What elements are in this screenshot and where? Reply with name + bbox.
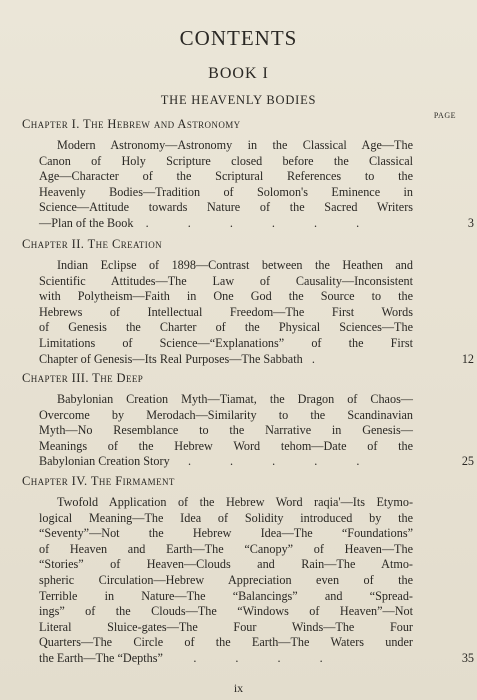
page-number: 12 <box>461 351 474 366</box>
summary-line: Heavenly Bodies—Tradition of Solomon's Eminence in <box>39 184 413 199</box>
summary-text: the Earth—The “Depths” <box>39 650 163 665</box>
summary-line: Myth—No Resemblance to the Narrative in Genesis— <box>39 423 413 438</box>
summary-line-last <box>39 216 413 232</box>
page-number: 35 <box>461 650 474 665</box>
summary-line: spheric Circulation—Hebrew Appreciation even of the <box>39 572 413 587</box>
chapter-entry-1 <box>22 116 474 232</box>
summary-line: of Heaven and Earth—The “Canopy” of Heaven—The <box>39 541 413 556</box>
leader-dots: . . . . . <box>187 454 378 469</box>
chapter-summary <box>39 258 474 367</box>
chapter-entry-3 <box>22 370 474 470</box>
summary-line: Indian Eclipse of 1898—Contrast between the Heathen and <box>57 258 413 272</box>
summary-text: Babylonian Creation Story <box>39 454 170 469</box>
summary-line: Twofold Application of the Hebrew Word raqia'—Its Etymo- <box>57 495 413 509</box>
summary-line: Canon of Holy Scripture closed before the Classical <box>39 153 413 168</box>
summary-line: Science—Attitude towards Nature of the Sacred Writers <box>39 200 413 215</box>
page-number: 3 <box>467 215 474 230</box>
page-column-label: PAGE <box>433 111 456 120</box>
chapter-heading: Chapter III. The Deep <box>22 371 144 385</box>
summary-text: —Plan of the Book <box>39 215 134 230</box>
summary-line: “Stories” of Heaven—Clouds and Rain—The Atmo- <box>39 557 413 572</box>
summary-line: Literal Sluice-gates—The Four Winds—The Four <box>39 619 413 634</box>
summary-line-last <box>39 352 413 368</box>
chapter-summary <box>39 392 474 470</box>
book-heading: BOOK I <box>208 65 269 82</box>
leader-dots: . . . . <box>193 650 341 665</box>
summary-line: Age—Character of the Scriptural References to the <box>39 169 413 184</box>
chapter-entry-4 <box>22 473 474 667</box>
leader-dots: . . . . . . <box>145 215 378 230</box>
chapter-heading: Chapter II. The Creation <box>22 237 163 251</box>
folio-page-number: ix <box>233 681 244 695</box>
leader-dots: . <box>311 351 333 366</box>
summary-line: Modern Astronomy—Astronomy in the Classical Age—The <box>57 138 413 152</box>
summary-line-last <box>39 651 413 667</box>
summary-line: logical Meaning—The Idea of Solidity introduced by the <box>39 510 413 525</box>
page-number: 25 <box>461 454 474 469</box>
page-title: CONTENTS <box>179 26 298 50</box>
chapter-heading: Chapter I. The Hebrew and Astronomy <box>22 117 241 131</box>
chapter-summary <box>39 495 474 667</box>
summary-line: ings” of the Clouds—The “Windows of Heaven”—Not <box>39 604 413 619</box>
summary-line: Limitations of Science—“Explanations” of the First <box>39 335 413 350</box>
chapter-summary <box>39 138 474 232</box>
summary-line: Overcome by Merodach—Similarity to the Scandinavian <box>39 407 413 422</box>
chapter-entry-2 <box>22 236 474 367</box>
summary-line-last <box>39 454 413 470</box>
summary-line: with Polytheism—Faith in One God the Source to the <box>39 289 413 304</box>
summary-line: Babylonian Creation Myth—Tiamat, the Dragon of Chaos— <box>57 392 413 406</box>
chapter-heading: Chapter IV. The Firmament <box>22 474 175 488</box>
summary-line: Hebrews of Intellectual Freedom—The First Words <box>39 304 413 319</box>
summary-line: Terrible in Nature—The “Balancings” and “Spread- <box>39 588 413 603</box>
part-heading: THE HEAVENLY BODIES <box>160 93 317 107</box>
summary-line: Meanings of the Hebrew Word tehom—Date of the <box>39 438 413 453</box>
summary-line: “Seventy”—Not the Hebrew Idea—The “Foundations” <box>39 526 413 541</box>
summary-line: Quarters—The Circle of the Earth—The Waters under <box>39 635 413 650</box>
summary-line: Scientific Attitudes—The Law of Causality—Inconsistent <box>39 273 413 288</box>
summary-text: Chapter of Genesis—Its Real Purposes—The Sabbath <box>39 351 303 366</box>
summary-line: of Genesis the Charter of the Physical Sciences—The <box>39 320 413 335</box>
